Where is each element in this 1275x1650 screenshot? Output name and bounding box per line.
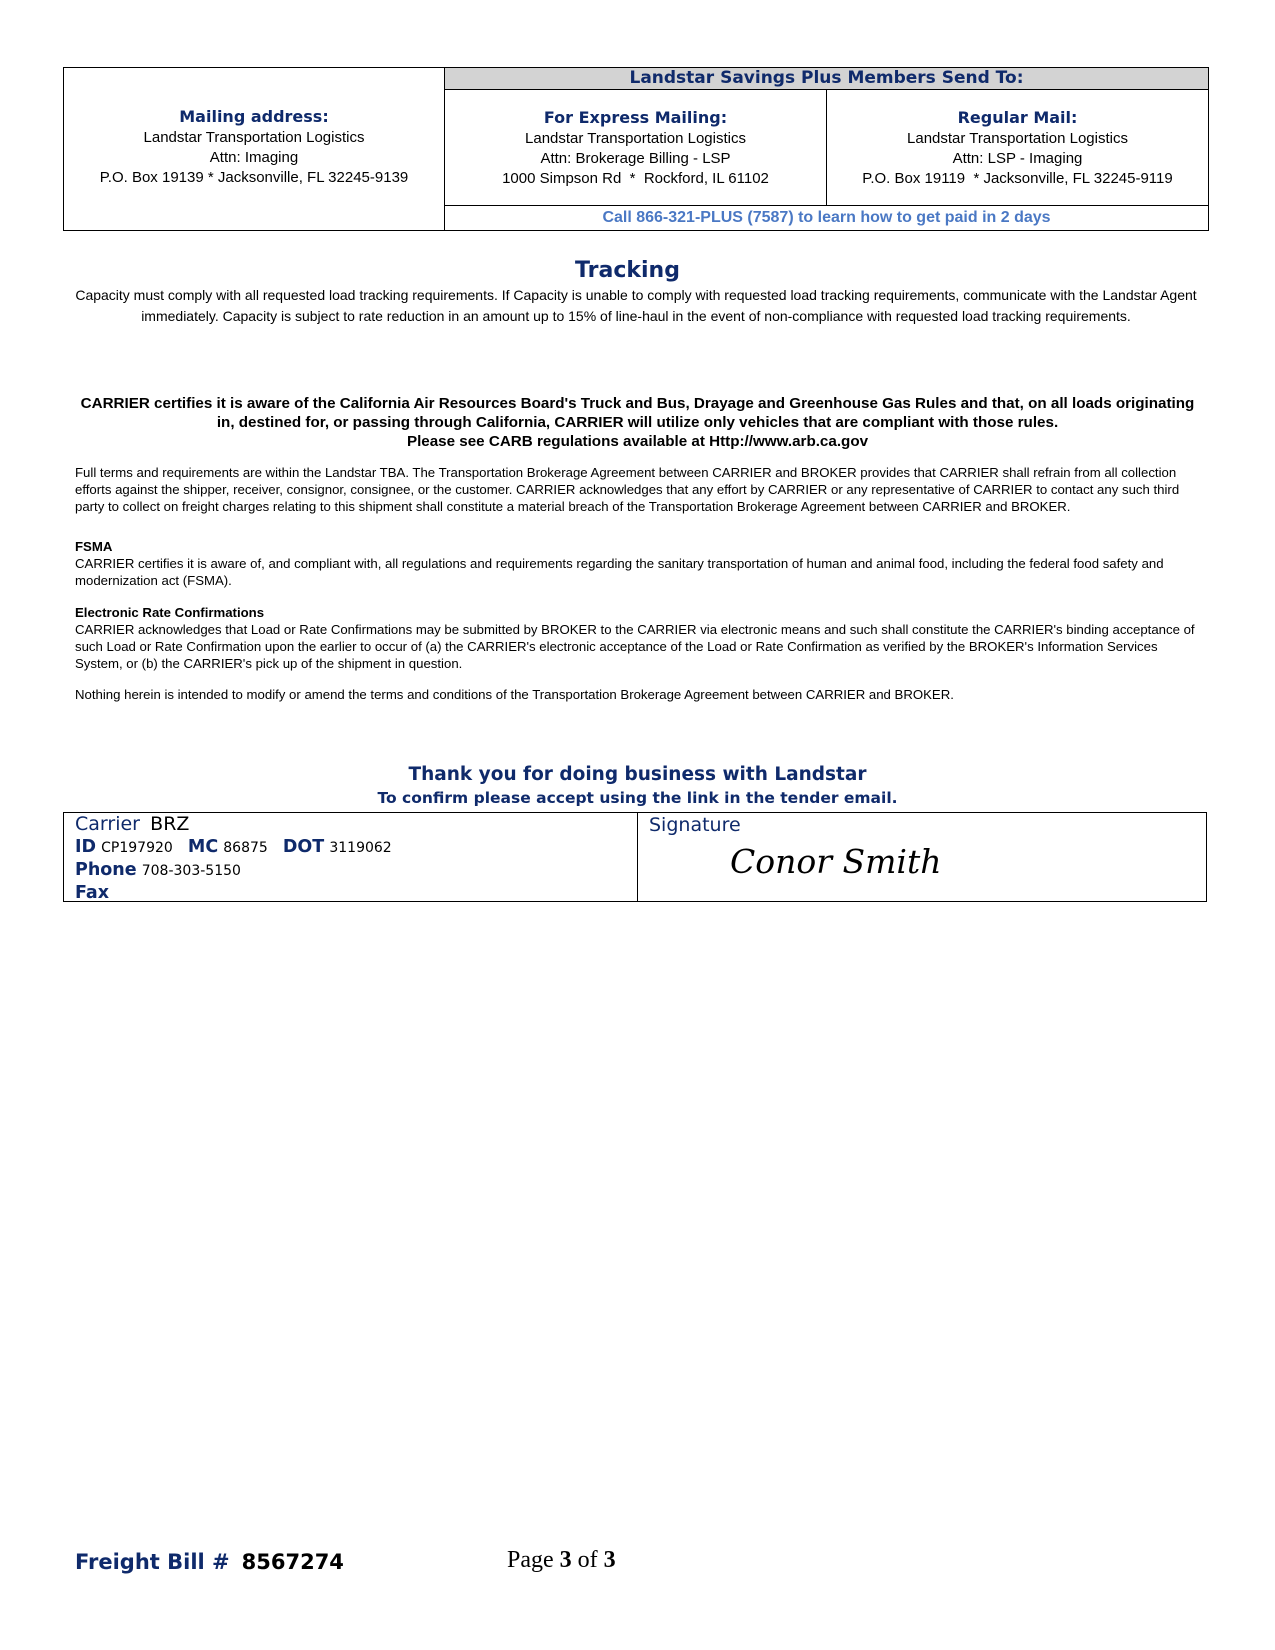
carb-notice bbox=[80, 394, 1195, 451]
freight-bill-number: 8567274 bbox=[241, 1550, 344, 1574]
carb-statement: CARRIER certifies it is aware of the California Air Resources Board's Truck and Bus, Drayage and Greenhouse Gas Rules and that, on all loads originating in, destined for, or passing through California, CARRIER will utilize only vehicles that are compliant with those rules. bbox=[80, 395, 1195, 431]
page-current: 3 bbox=[559, 1547, 572, 1573]
regular-mail-line-2: Attn: LSP - Imaging bbox=[952, 150, 1083, 167]
thank-you-heading: Thank you for doing business with Landstar bbox=[408, 764, 867, 785]
express-mailing-heading: For Express Mailing: bbox=[543, 108, 728, 127]
lsp-call-line: Call 866-321-PLUS (7587) to learn how to get paid in 2 days bbox=[445, 205, 1208, 230]
address-box bbox=[63, 67, 1209, 231]
nothing-herein-paragraph: Nothing herein is intended to modify or amend the terms and conditions of the Transportation Brokerage Agreement between CARRIER and BROKER. bbox=[75, 687, 954, 702]
phone-row bbox=[75, 859, 637, 882]
carrier-box bbox=[63, 812, 1207, 902]
mc-value: 86875 bbox=[223, 840, 268, 856]
tracking-title: Tracking bbox=[575, 258, 680, 283]
page-word: Page bbox=[507, 1547, 554, 1573]
freight-bill-label: Freight Bill # bbox=[75, 1550, 230, 1574]
dot-label: DOT bbox=[282, 837, 325, 857]
fsma-heading: FSMA bbox=[75, 539, 113, 554]
mailing-address-line-1: Landstar Transportation Logistics bbox=[143, 129, 365, 146]
dot-value: 3119062 bbox=[329, 840, 392, 856]
signature-cell bbox=[638, 813, 1206, 901]
fsma-section bbox=[75, 538, 1203, 589]
mailing-address-line-2: Attn: Imaging bbox=[209, 149, 299, 166]
signature-text: Conor Smith bbox=[730, 842, 942, 881]
fax-label: Fax bbox=[75, 883, 110, 903]
carrier-info-cell bbox=[64, 813, 638, 901]
regular-mail-line-3: P.O. Box 19119 * Jacksonville, FL 32245-9119 bbox=[862, 170, 1173, 187]
fsma-paragraph: CARRIER certifies it is aware of, and compliant with, all regulations and requirements regarding the sanitary transportation of human and animal food, including the federal food safety and modernization act (FSMA). bbox=[75, 556, 1164, 588]
phone-value: 708-303-5150 bbox=[141, 863, 241, 879]
fax-row bbox=[75, 882, 637, 904]
mc-label: MC bbox=[187, 837, 219, 857]
mailing-address-heading: Mailing address: bbox=[179, 107, 329, 126]
id-label: ID bbox=[75, 837, 97, 857]
carrier-value: BRZ bbox=[150, 813, 190, 835]
regular-mail-line-1: Landstar Transportation Logistics bbox=[907, 130, 1128, 147]
confirm-instruction: To confirm please accept using the link in the tender email. bbox=[377, 789, 898, 807]
express-mailing-line-2: Attn: Brokerage Billing - LSP bbox=[540, 150, 731, 167]
mailing-address-line-3: P.O. Box 19139 * Jacksonville, FL 32245-9139 bbox=[99, 169, 409, 186]
carrier-label: Carrier bbox=[75, 813, 140, 835]
freight-bill bbox=[75, 1550, 344, 1574]
tracking-text: Capacity must comply with all requested load tracking requirements. If Capacity is unable to comply with requested load tracking requirements, communicate with the Landstar Agent immediately. Capacity is subject to rate reduction in an amount up to 15% of line-haul in the event of non-compliance with requested load tracking requirements. bbox=[75, 287, 1197, 324]
carb-see-link: Please see CARB regulations available at Http://www.arb.ca.gov bbox=[406, 433, 869, 450]
erc-section bbox=[75, 604, 1203, 672]
regular-mail-cell bbox=[827, 90, 1208, 205]
page-total: 3 bbox=[603, 1547, 616, 1573]
of-word: of bbox=[577, 1547, 598, 1573]
id-value: CP197920 bbox=[101, 840, 173, 856]
express-mailing-line-1: Landstar Transportation Logistics bbox=[525, 130, 746, 147]
page-indicator bbox=[507, 1547, 616, 1574]
carrier-ids-row bbox=[75, 836, 637, 859]
express-mailing-cell bbox=[445, 90, 827, 205]
lsp-members-header: Landstar Savings Plus Members Send To: bbox=[445, 68, 1208, 90]
full-terms-paragraph: Full terms and requirements are within the Landstar TBA. The Transportation Brokerage Agreement between CARRIER and BROKER provides that CARRIER shall refrain from all collection efforts against the shipper, receiver, consignor, consignee, or the customer. CARRIER acknowledges that any effort by CARRIER or any representative of CARRIER to contact any such third party to collect on freight charges relating to this shipment shall constitute a material breach of the Transportation Brokerage Agreement between CARRIER and BROKER. bbox=[75, 465, 1180, 514]
phone-label: Phone bbox=[75, 860, 137, 880]
handwritten-signature bbox=[728, 839, 948, 885]
erc-paragraph: CARRIER acknowledges that Load or Rate Confirmations may be submitted by BROKER to the CARRIER via electronic means and such shall constitute the CARRIER's binding acceptance of such Load or Rate Confirmation upon the earlier to occur of (a) the CARRIER's electronic acceptance of the Load or Rate Confirmation as verified by the BROKER's Information Services System, or (b) the CARRIER's pick up of the shipment in question. bbox=[75, 622, 1195, 671]
express-mailing-line-3: 1000 Simpson Rd * Rockford, IL 61102 bbox=[502, 170, 769, 187]
erc-heading: Electronic Rate Confirmations bbox=[75, 605, 265, 620]
mailing-address-cell bbox=[64, 68, 445, 230]
signature-label: Signature bbox=[649, 814, 741, 836]
regular-mail-heading: Regular Mail: bbox=[957, 108, 1078, 127]
carrier-row bbox=[75, 813, 637, 836]
